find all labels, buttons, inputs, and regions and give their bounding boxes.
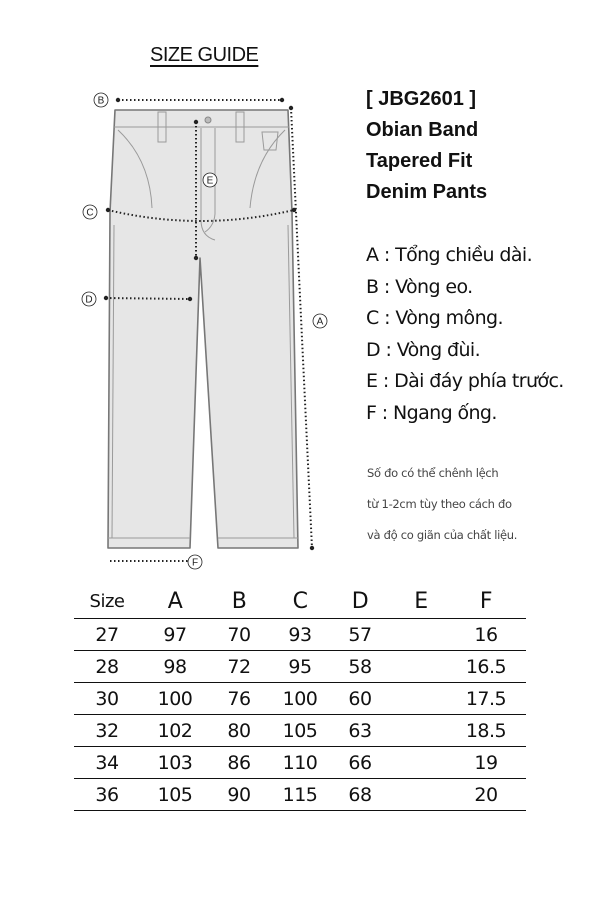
button-icon [205,117,211,123]
cell-b: 76 [227,687,251,710]
cell-f: 16.5 [465,655,507,678]
cell-a: 105 [157,783,193,806]
label-a [313,314,327,328]
cell-a: 100 [157,687,193,710]
cell-c: 105 [282,719,318,742]
svg-text:D: D [85,294,93,306]
label-f [188,555,202,569]
cell-d: 66 [348,751,372,774]
cell-size: 28 [95,655,119,678]
cell-f: 17.5 [465,687,507,710]
measurement-legend [366,240,564,429]
table-row [74,715,526,747]
cell-b: 72 [227,655,251,678]
table-header-row [74,584,526,619]
cell-f: 18.5 [465,719,507,742]
pants-illustration [108,110,298,548]
cell-a: 102 [157,719,193,742]
header-f: F [479,588,493,614]
cell-d: 63 [348,719,372,742]
cell-a: 97 [163,623,187,646]
legend-item-b: B : Vòng eo. [366,275,473,298]
cell-c: 93 [288,623,312,646]
cell-b: 86 [227,751,251,774]
cell-size: 34 [95,751,119,774]
cell-size: 36 [95,783,119,806]
label-c [83,205,97,219]
header-size: Size [89,590,125,612]
cell-size: 27 [95,623,119,646]
cell-c: 110 [282,751,318,774]
label-d [82,292,96,306]
cell-c: 95 [288,655,312,678]
cell-d: 60 [348,687,372,710]
header-a: A [167,588,183,614]
svg-text:E: E [206,175,214,187]
legend-item-e: E : Dài đáy phía trước. [366,370,564,392]
cell-size: 30 [95,687,119,710]
product-line-1: Obian Band [366,119,479,141]
table-row [74,619,526,651]
svg-text:C: C [86,207,94,219]
cell-d: 68 [348,783,372,806]
cell-d: 57 [348,623,372,646]
svg-text:A: A [316,316,324,328]
cell-f: 20 [474,783,498,806]
note-line-3: và độ co giãn của chất liệu. [367,528,518,542]
cell-f: 16 [474,623,498,646]
note-line-1: Số đo có thể chênh lệch [367,466,499,480]
label-b [94,93,108,107]
measurement-note [367,458,517,551]
size-table [74,584,526,811]
table-row [74,747,526,779]
product-line-3: Denim Pants [366,181,488,203]
page-title: SIZE GUIDE [150,44,259,66]
table-row [74,651,526,683]
cell-f: 19 [474,751,498,774]
cell-b: 90 [227,783,251,806]
header-e: E [414,588,428,614]
legend-item-a: A : Tổng chiều dài. [366,244,533,266]
product-line-2: Tapered Fit [366,150,473,172]
product-name [366,84,487,208]
header-c: C [292,588,308,614]
legend-item-f: F : Ngang ống. [366,401,497,424]
cell-size: 32 [95,719,119,742]
product-code: [ JBG2601 ] [366,88,477,110]
legend-item-c: C : Vòng mông. [366,307,503,329]
label-e [203,173,217,187]
table-row [74,779,526,811]
header-d: D [351,588,369,614]
cell-a: 103 [157,751,193,774]
note-line-2: từ 1-2cm tùy theo cách đo [367,497,512,511]
cell-c: 115 [282,783,318,806]
cell-b: 70 [227,623,251,646]
legend-item-d: D : Vòng đùi. [366,338,481,361]
header-b: B [231,588,247,614]
svg-text:B: B [97,95,105,107]
cell-a: 98 [163,655,187,678]
svg-text:F: F [191,557,199,569]
cell-b: 80 [227,719,251,742]
cell-d: 58 [348,655,372,678]
table-row [74,683,526,715]
cell-c: 100 [282,687,318,710]
